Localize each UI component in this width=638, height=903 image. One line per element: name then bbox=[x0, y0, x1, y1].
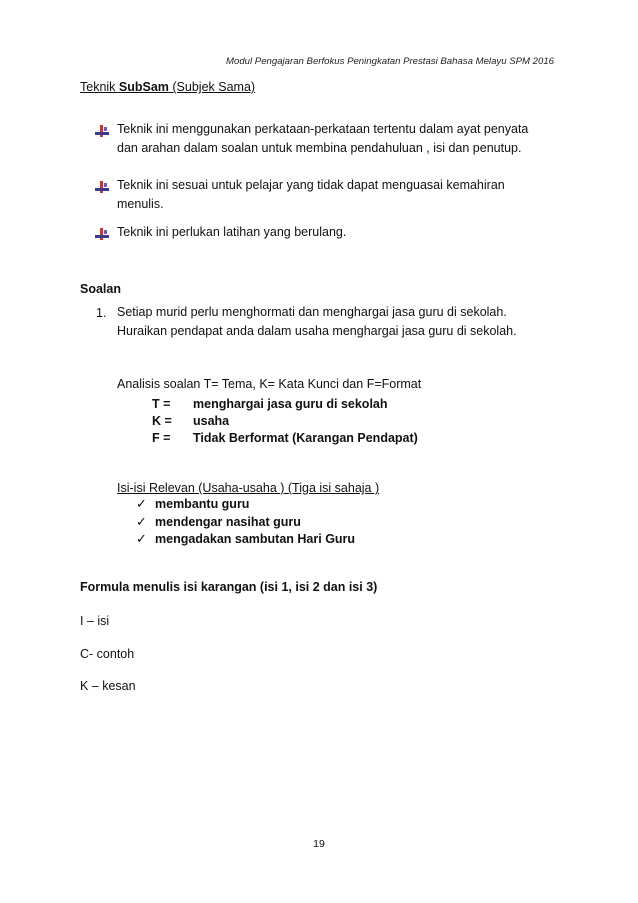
formula-heading: Formula menulis isi karangan (isi 1, isi 2 dan isi 3) bbox=[80, 580, 378, 594]
tkf-value: menghargai jasa guru di sekolah bbox=[193, 397, 388, 411]
isi-item: membantu guru bbox=[155, 497, 250, 511]
check-mark-icon: ✓ bbox=[136, 514, 147, 529]
arrow-bullet-icon bbox=[95, 181, 109, 193]
bullet-item bbox=[117, 176, 557, 214]
arrow-bullet-icon bbox=[95, 125, 109, 137]
bullet-item bbox=[117, 120, 557, 158]
check-mark-icon: ✓ bbox=[136, 496, 147, 511]
title-bold: SubSam bbox=[118, 80, 169, 94]
title-prefix: Teknik bbox=[80, 80, 119, 94]
bullet-line: Teknik ini perlukan latihan yang berulang. bbox=[117, 225, 347, 239]
isi-title: Isi-isi Relevan (Usaha-usaha ) (Tiga isi sahaja ) bbox=[117, 481, 380, 495]
tkf-value: Tidak Berformat (Karangan Pendapat) bbox=[193, 431, 418, 445]
analisis-intro: Analisis soalan T= Tema, K= Kata Kunci dan F=Format bbox=[117, 377, 422, 391]
bullet-line: dan arahan dalam soalan untuk membina pendahuluan , isi dan penutup. bbox=[117, 141, 522, 155]
bullet-item bbox=[117, 223, 557, 242]
arrow-bullet-icon bbox=[95, 228, 109, 240]
question-line: Setiap murid perlu menghormati dan menghargai jasa guru di sekolah. bbox=[117, 305, 507, 319]
page-header: Modul Pengajaran Berfokus Peningkatan Prestasi Bahasa Melayu SPM 2016 bbox=[226, 56, 554, 67]
check-mark-icon: ✓ bbox=[136, 531, 147, 546]
soalan-heading: Soalan bbox=[80, 282, 121, 296]
isi-item: mengadakan sambutan Hari Guru bbox=[155, 532, 356, 546]
section-title bbox=[80, 80, 255, 94]
formula-line: I – isi bbox=[80, 614, 110, 628]
bullet-line: Teknik ini sesuai untuk pelajar yang tidak dapat menguasai kemahiran bbox=[117, 178, 505, 192]
bullet-line: menulis. bbox=[117, 197, 164, 211]
formula-line: C- contoh bbox=[80, 647, 135, 661]
question-text bbox=[117, 303, 567, 341]
formula-line: K – kesan bbox=[80, 679, 136, 693]
tkf-key: F = bbox=[152, 431, 171, 445]
tkf-key: T = bbox=[152, 397, 171, 411]
bullet-line: Teknik ini menggunakan perkataan-perkataan tertentu dalam ayat penyata bbox=[117, 122, 529, 136]
title-suffix: (Subjek Sama) bbox=[168, 80, 256, 94]
question-line: Huraikan pendapat anda dalam usaha menghargai jasa guru di sekolah. bbox=[117, 324, 517, 338]
tkf-value: usaha bbox=[193, 414, 230, 428]
question-number: 1. bbox=[96, 306, 107, 320]
page-number: 19 bbox=[313, 838, 325, 850]
tkf-key: K = bbox=[152, 414, 172, 428]
isi-item: mendengar nasihat guru bbox=[155, 515, 301, 529]
